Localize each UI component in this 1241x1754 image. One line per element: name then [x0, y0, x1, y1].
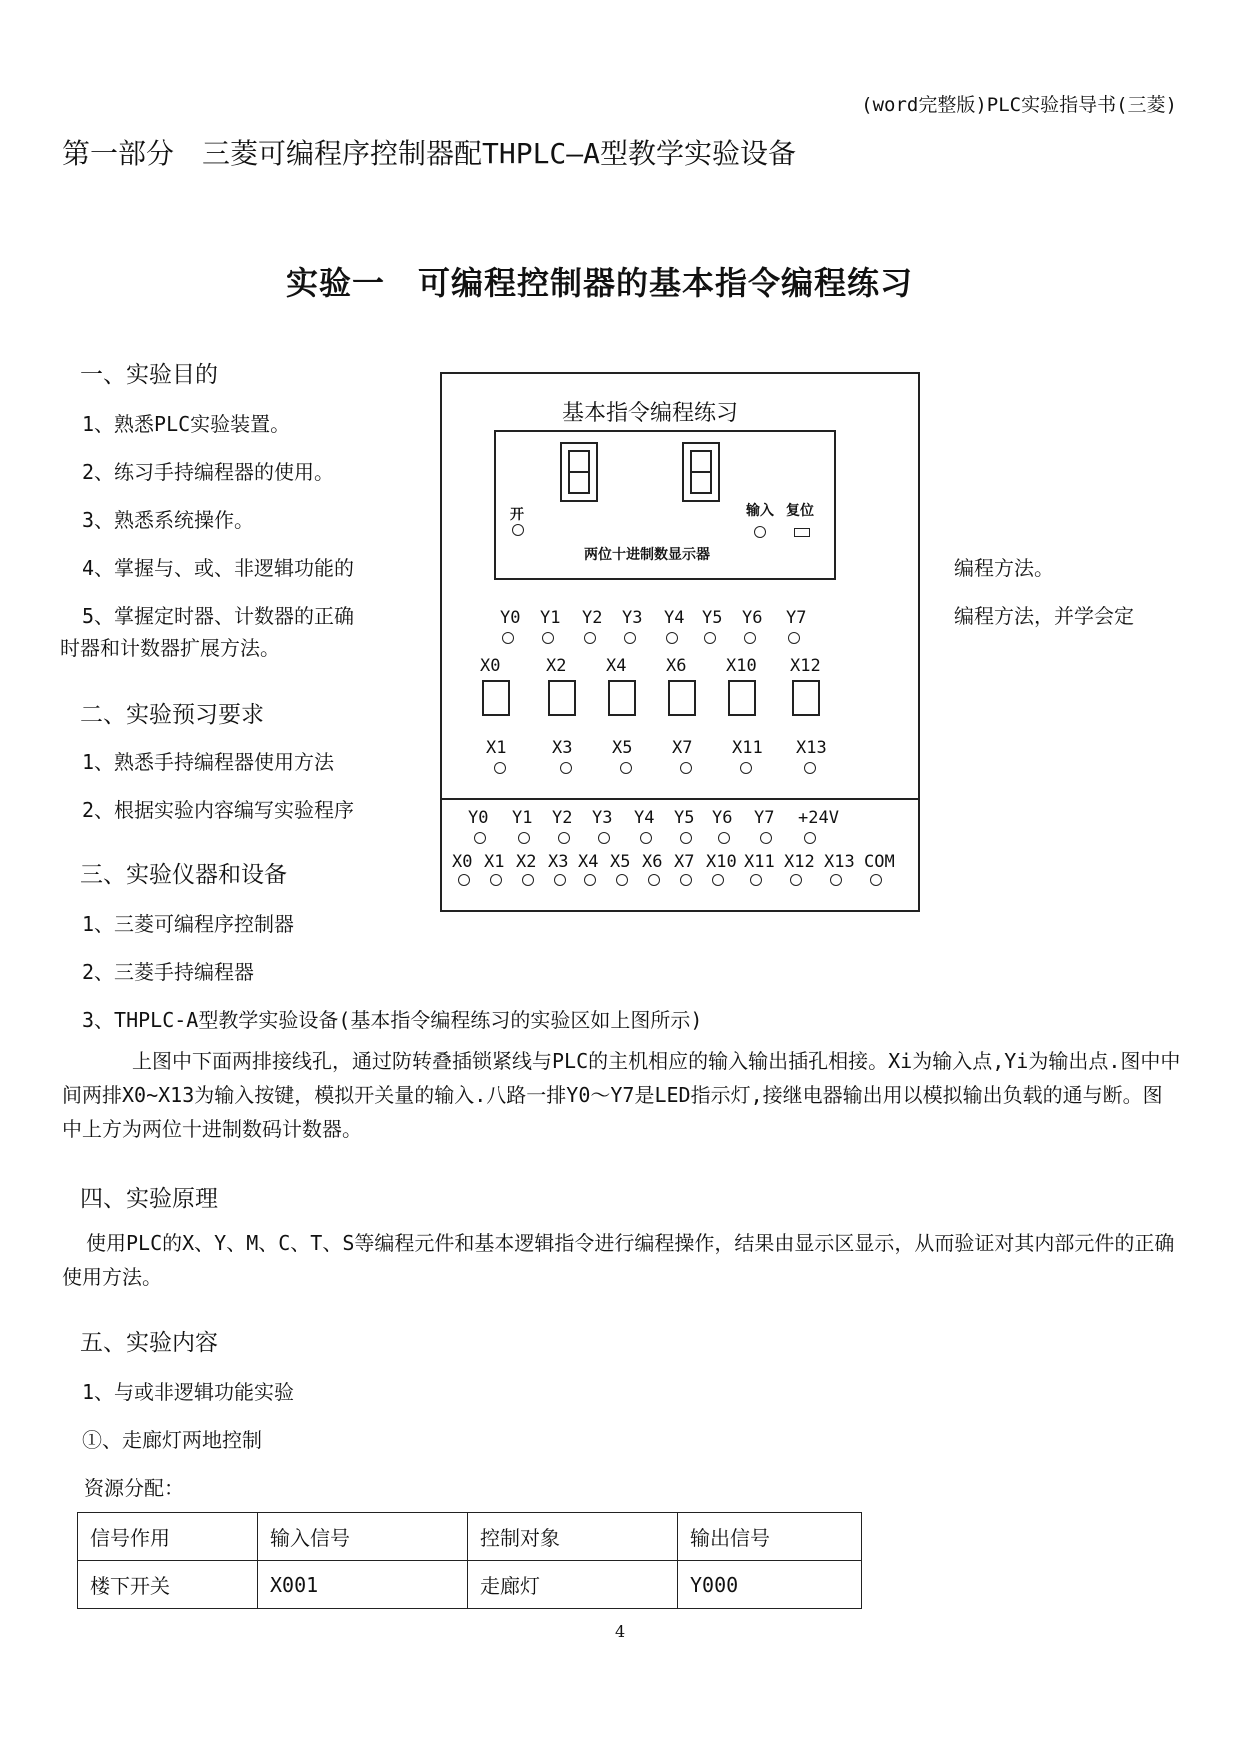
- key-label: X3: [552, 738, 573, 758]
- key-label: X13: [796, 738, 827, 758]
- input-terminal: [490, 874, 502, 886]
- output-terminal: [474, 832, 486, 844]
- table-header-cell: 控制对象: [468, 1513, 678, 1561]
- led-label: Y2: [582, 608, 603, 628]
- objective-item: 5、掌握定时器、计数器的正确: [82, 604, 355, 628]
- input-terminal: [648, 874, 660, 886]
- terminal-label: +24V: [798, 808, 839, 828]
- table-cell: Y000: [678, 1561, 862, 1609]
- key-label: X11: [732, 738, 763, 758]
- seven-segment-digit: [560, 442, 598, 502]
- input-key: [728, 680, 756, 716]
- equipment-item: 3、THPLC-A型教学实验设备(基本指令编程练习的实验区如上图所示): [82, 1008, 703, 1032]
- terminal-label: Y5: [674, 808, 695, 828]
- seven-segment-digit: [682, 442, 720, 502]
- key-label: X0: [480, 656, 501, 676]
- led-indicator: [542, 632, 554, 644]
- panel-title: 基本指令编程练习: [562, 401, 739, 426]
- key-label: X2: [546, 656, 567, 676]
- key-terminal: [680, 762, 692, 774]
- page-number: 4: [615, 1622, 626, 1641]
- input-key: [482, 680, 510, 716]
- terminal-label: X5: [610, 852, 631, 872]
- table-header-cell: 输入信号: [258, 1513, 468, 1561]
- switch-label: 开: [510, 507, 524, 523]
- output-terminal: [760, 832, 772, 844]
- led-indicator: [666, 632, 678, 644]
- equipment-item: 2、三菱手持编程器: [82, 960, 255, 984]
- input-terminal: [680, 874, 692, 886]
- resource-label: 资源分配：: [84, 1476, 184, 1500]
- led-label: Y5: [702, 608, 723, 628]
- input-key: [608, 680, 636, 716]
- terminal-label: X0: [452, 852, 473, 872]
- objective-item: 1、熟悉PLC实验装置。: [82, 412, 291, 436]
- key-label: X4: [606, 656, 627, 676]
- terminal-label: X7: [674, 852, 695, 872]
- key-label: X5: [612, 738, 633, 758]
- section-heading-content: 五、实验内容: [80, 1330, 218, 1356]
- output-terminal: [640, 832, 652, 844]
- objective-item-tail: 编程方法。: [954, 556, 1054, 580]
- led-label: Y6: [742, 608, 763, 628]
- equipment-item: 1、三菱可编程序控制器: [82, 912, 295, 936]
- objective-item-tail: 编程方法，并学会定: [954, 604, 1134, 628]
- led-indicator: [704, 632, 716, 644]
- panel-divider: [442, 798, 918, 800]
- input-terminal: [458, 874, 470, 886]
- key-terminal: [494, 762, 506, 774]
- led-indicator: [624, 632, 636, 644]
- section-heading-equipment: 三、实验仪器和设备: [80, 862, 287, 888]
- output-terminal: [804, 832, 816, 844]
- terminal-label: COM: [864, 852, 895, 872]
- content-subitem: ①、走廊灯两地控制: [82, 1428, 262, 1452]
- section-heading-principle: 四、实验原理: [80, 1186, 218, 1212]
- output-terminal: [598, 832, 610, 844]
- objective-item: 3、熟悉系统操作。: [82, 508, 255, 532]
- led-indicator: [744, 632, 756, 644]
- key-label: X1: [486, 738, 507, 758]
- key-terminal: [560, 762, 572, 774]
- principle-paragraph: 使用PLC的X、Y、M、C、T、S等编程元件和基本逻辑指令进行编程操作，结果由显示区显示，从而验证对其内部元件的正确使用方法。: [62, 1231, 1175, 1289]
- section-heading-prep: 二、实验预习要求: [80, 702, 264, 728]
- terminal-label: Y0: [468, 808, 489, 828]
- output-terminal: [558, 832, 570, 844]
- plc-panel-diagram: [440, 372, 920, 912]
- table-header-cell: 输出信号: [678, 1513, 862, 1561]
- input-key: [792, 680, 820, 716]
- terminal-label: Y2: [552, 808, 573, 828]
- content-item: 1、与或非逻辑功能实验: [82, 1380, 295, 1404]
- led-label: Y4: [664, 608, 685, 628]
- prep-item: 1、熟悉手持编程器使用方法: [82, 750, 335, 774]
- key-label: X10: [726, 656, 757, 676]
- objective-item: 2、练习手持编程器的使用。: [82, 460, 335, 484]
- table-row: [78, 1561, 862, 1609]
- input-key: [668, 680, 696, 716]
- led-label: Y0: [500, 608, 521, 628]
- key-terminal: [740, 762, 752, 774]
- key-label: X12: [790, 656, 821, 676]
- key-label: X7: [672, 738, 693, 758]
- terminal-label: X11: [744, 852, 775, 872]
- led-label: Y3: [622, 608, 643, 628]
- output-terminal: [518, 832, 530, 844]
- key-terminal: [620, 762, 632, 774]
- display-label: 两位十进制数显示器: [584, 547, 710, 563]
- section-heading-objectives: 一、实验目的: [80, 362, 218, 388]
- experiment-title: 实验一 可编程控制器的基本指令编程练习: [286, 264, 914, 302]
- input-terminal: [584, 874, 596, 886]
- terminal-label: X12: [784, 852, 815, 872]
- terminal-label: Y1: [512, 808, 533, 828]
- input-terminal: [750, 874, 762, 886]
- led-label: Y7: [786, 608, 807, 628]
- led-label: Y1: [540, 608, 561, 628]
- input-terminal: [830, 874, 842, 886]
- terminal-label: X3: [548, 852, 569, 872]
- terminal-label: Y3: [592, 808, 613, 828]
- input-terminal: [522, 874, 534, 886]
- input-indicator: [754, 526, 766, 538]
- terminal-label: X2: [516, 852, 537, 872]
- input-label: 输入: [746, 503, 774, 519]
- digital-display-area: [494, 430, 836, 580]
- led-indicator: [502, 632, 514, 644]
- terminal-label: X1: [484, 852, 505, 872]
- table-cell: 走廊灯: [468, 1561, 678, 1609]
- part-title: 第一部分 三菱可编程序控制器配THPLC—A型教学实验设备: [62, 137, 797, 170]
- led-indicator: [584, 632, 596, 644]
- key-terminal: [804, 762, 816, 774]
- input-terminal: [554, 874, 566, 886]
- reset-button-icon: [794, 528, 810, 537]
- page-header: (word完整版)PLC实验指导书(三菱): [861, 94, 1177, 116]
- key-label: X6: [666, 656, 687, 676]
- table-header-cell: 信号作用: [78, 1513, 258, 1561]
- terminal-label: X6: [642, 852, 663, 872]
- terminal-label: X4: [578, 852, 599, 872]
- table-header-row: [78, 1513, 862, 1561]
- terminal-label: X10: [706, 852, 737, 872]
- table-cell: X001: [258, 1561, 468, 1609]
- table-cell: 楼下开关: [78, 1561, 258, 1609]
- objective-item-continuation: 时器和计数器扩展方法。: [60, 636, 280, 660]
- switch-indicator: [512, 524, 524, 536]
- input-terminal: [616, 874, 628, 886]
- input-key: [548, 680, 576, 716]
- terminal-label: Y7: [754, 808, 775, 828]
- equipment-paragraph: 上图中下面两排接线孔，通过防转叠插锁紧线与PLC的主机相应的输入输出插孔相接。Xi为输入点,Yi为输出点.图中中间两排X0~X13为输入按键，模拟开关量的输入.八路一排Y0～Y7是LED指示灯,接继电器输出用以模拟输出负载的通与断。图中上方为两位十进制数码计数器。: [62, 1049, 1181, 1141]
- output-terminal: [718, 832, 730, 844]
- resource-table: [77, 1512, 862, 1609]
- input-terminal: [790, 874, 802, 886]
- prep-item: 2、根据实验内容编写实验程序: [82, 798, 355, 822]
- terminal-label: Y6: [712, 808, 733, 828]
- input-terminal: [870, 874, 882, 886]
- output-terminal: [680, 832, 692, 844]
- terminal-label: X13: [824, 852, 855, 872]
- objective-item: 4、掌握与、或、非逻辑功能的: [82, 556, 355, 580]
- led-indicator: [788, 632, 800, 644]
- reset-label: 复位: [786, 503, 814, 519]
- terminal-label: Y4: [634, 808, 655, 828]
- input-terminal: [712, 874, 724, 886]
